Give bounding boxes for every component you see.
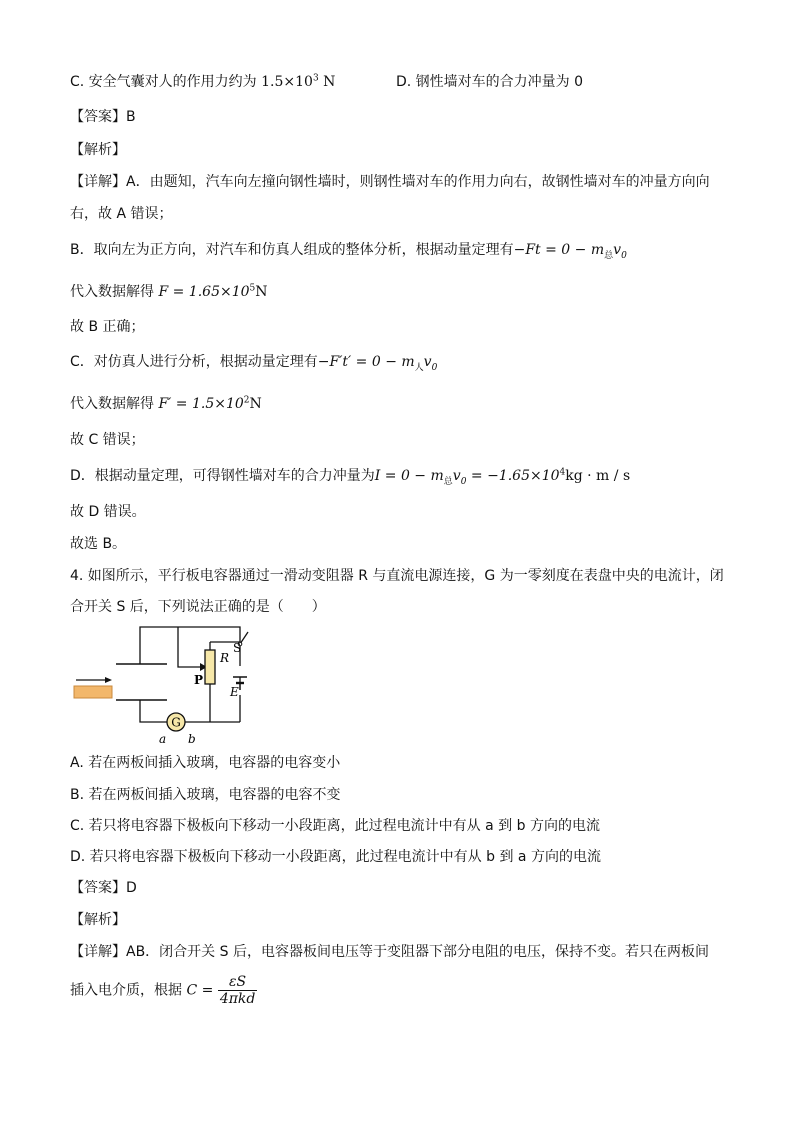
detail-d-exp: 4 [559, 467, 566, 478]
detail-c-text: C．对仿真人进行分析，根据动量定理有 [70, 354, 318, 370]
option-c: C. 若只将电容器下极板向下移动一小段距离，此过程电流计中有从 a 到 b 方向的电流 [70, 818, 600, 834]
label-E: E [230, 685, 239, 699]
detail-1-line-2: 右，故 A 错误； [70, 206, 173, 222]
detail-d-sub: 总 [443, 476, 453, 487]
detail-2-line-2 [70, 974, 257, 1007]
label-P: P [194, 673, 204, 687]
substitute-1-formula: F = 1.65×10 [158, 284, 250, 300]
detail-d-formula: I = 0 − m [374, 468, 444, 484]
detail-1-line-1: 【详解】A．由题知，汽车向左撞向钢性墙时，则钢性墙对车的作用力向右，故钢性墙对车的冲量方向向 [70, 174, 710, 190]
answer-label-1: 【答案】B [70, 109, 136, 125]
substitute-1 [70, 282, 268, 302]
substitute-1-exp: 5 [249, 283, 256, 294]
option-a: A. 若在两板间插入玻璃，电容器的电容变小 [70, 755, 341, 771]
substitute-1-unit: N [255, 284, 268, 300]
detail-d-unit: kg · m / s [565, 468, 631, 484]
substitute-2-exp: 2 [243, 395, 250, 406]
prev-option-c-value: 1.5×10 [261, 74, 313, 90]
analysis-label-2: 【解析】 [70, 912, 126, 928]
detail-b-v: v [613, 242, 622, 258]
detail-c-formula: −F′t′ = 0 − m [317, 354, 415, 370]
detail-d-line [70, 466, 630, 486]
answer-label-2: 【答案】D [70, 880, 137, 896]
c-wrong: 故 C 错误； [70, 432, 145, 448]
detail-b-v-sub: 0 [621, 250, 627, 261]
capacitance-fraction [218, 974, 258, 1007]
prev-option-c-unit: N [318, 74, 336, 90]
glass-slab [74, 686, 112, 698]
detail-b-text: B．取向左为正方向，对汽车和仿真人组成的整体分析，根据动量定理有 [70, 242, 514, 258]
lower-left-wire [140, 702, 167, 722]
detail-b-formula: −Ft = 0 − m [513, 242, 605, 258]
prev-option-c-exp: 3 [312, 73, 319, 84]
question-4-line-2: 合开关 S 后，下列说法正确的是（ ） [70, 599, 326, 615]
circuit-diagram [70, 622, 290, 747]
label-a: a [159, 732, 167, 746]
insert-arrow-head [105, 677, 112, 683]
slider-wire [178, 627, 202, 667]
prev-option-c-text: C. 安全气囊对人的作用力约为 [70, 74, 257, 90]
option-b: B. 若在两板间插入玻璃，电容器的电容不变 [70, 787, 341, 803]
detail-c-v-sub: 0 [431, 362, 438, 373]
detail-d-v-sub: 0 [460, 476, 467, 487]
detail-2-line-1: 【详解】AB．闭合开关 S 后，电容器板间电压等于变阻器下部分电阻的电压，保持不变。若只在两板间 [70, 944, 709, 960]
choose-b: 故选 B。 [70, 536, 127, 552]
substitute-2-unit: N [249, 396, 262, 412]
variable-resistor [205, 650, 215, 684]
substitute-2-text: 代入数据解得 [70, 396, 154, 412]
label-S: S [233, 641, 242, 655]
detail-b-sub: 总 [604, 250, 614, 261]
analysis-label-1: 【解析】 [70, 142, 126, 158]
capacitance-numerator: εS [218, 974, 258, 991]
detail-d-v: v [452, 468, 461, 484]
substitute-2 [70, 394, 262, 414]
d-wrong: 故 D 错误。 [70, 504, 146, 520]
detail-c-line [70, 352, 437, 372]
question-4-line-1: 4. 如图所示，平行板电容器通过一滑动变阻器 R 与直流电源连接，G 为一零刻度在表盘中央的电流计，闭 [70, 568, 724, 584]
detail-b-line [70, 240, 627, 260]
detail-c-v: v [423, 354, 432, 370]
prev-option-d: D. 钢性墙对车的合力冲量为 0 [396, 74, 584, 90]
galvanometer-label: G [171, 715, 181, 730]
detail-d-formula-2: = −1.65×10 [466, 468, 560, 484]
detail-2-text: 插入电介质，根据 [70, 982, 182, 999]
option-d: D. 若只将电容器下极板向下移动一小段距离，此过程电流计中有从 b 到 a 方向的电流 [70, 849, 601, 865]
substitute-1-text: 代入数据解得 [70, 284, 154, 300]
b-correct: 故 B 正确； [70, 319, 145, 335]
label-R: R [220, 651, 230, 665]
prev-option-c [70, 72, 335, 92]
label-b: b [188, 732, 196, 746]
capacitance-denominator: 4πkd [219, 991, 256, 1007]
detail-c-sub: 人 [414, 362, 424, 373]
detail-d-text: D．根据动量定理，可得钢性墙对车的合力冲量为 [70, 468, 375, 484]
substitute-2-formula: F′ = 1.5×10 [158, 396, 244, 412]
capacitance-formula-lhs: C = [186, 982, 214, 999]
